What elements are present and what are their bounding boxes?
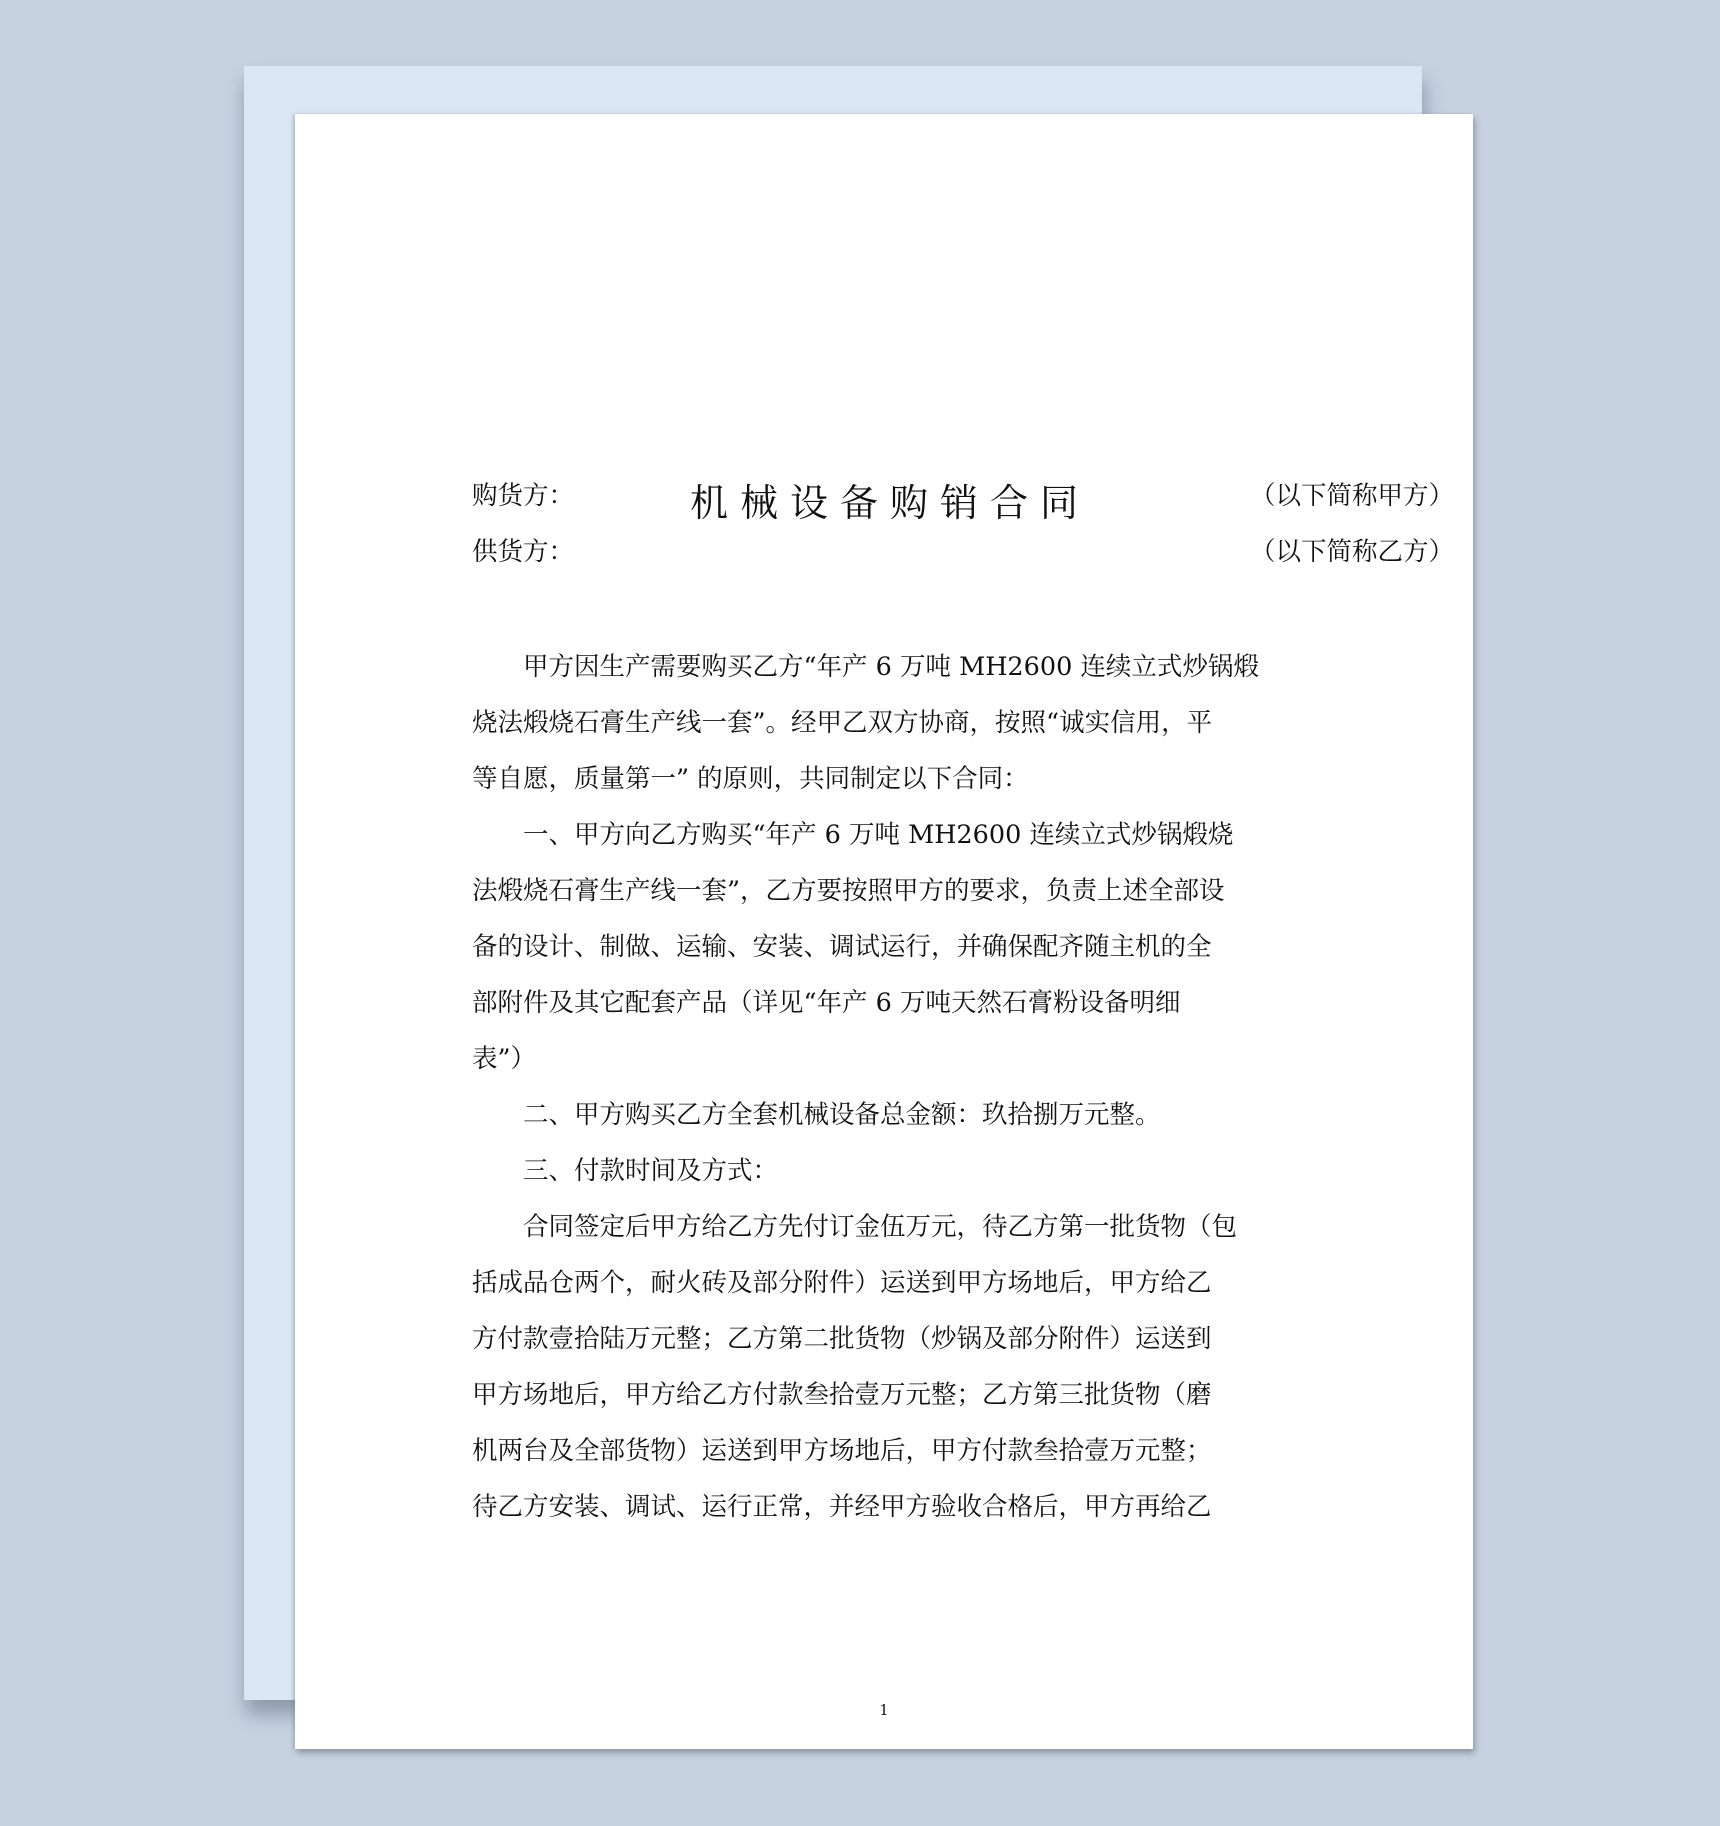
body-line: 一、甲方向乙方购买“年产 6 万吨 MH2600 连续立式炒锅煅烧 bbox=[472, 820, 1234, 850]
body-line: 二、甲方购买乙方全套机械设备总金额：玖拾捌万元整。 bbox=[472, 1100, 1161, 1130]
document-page bbox=[295, 114, 1473, 1749]
body-line: 等自愿，质量第一” 的原则，共同制定以下合同： bbox=[472, 764, 1029, 794]
document-title: 机械设备购销合同 bbox=[689, 481, 1090, 525]
body-line: 方付款壹拾陆万元整；乙方第二批货物（炒锅及部分附件）运送到 bbox=[472, 1324, 1212, 1354]
party-supplier-abbrev: （以下简称乙方） bbox=[1250, 537, 1455, 567]
body-line: 表”） bbox=[472, 1044, 537, 1074]
party-supplier-label: 供货方： bbox=[472, 537, 575, 567]
body-line: 备的设计、制做、运输、安装、调试运行，并确保配齐随主机的全 bbox=[472, 932, 1212, 962]
body-line: 部附件及其它配套产品（详见“年产 6 万吨天然石膏粉设备明细 bbox=[472, 988, 1181, 1018]
body-line: 机两台及全部货物）运送到甲方场地后，甲方付款叁拾壹万元整； bbox=[472, 1436, 1212, 1466]
body-line: 甲方因生产需要购买乙方“年产 6 万吨 MH2600 连续立式炒锅煅 bbox=[472, 652, 1259, 682]
body-line: 三、付款时间及方式： bbox=[472, 1156, 779, 1186]
party-buyer-abbrev: （以下简称甲方） bbox=[1250, 481, 1455, 511]
body-line: 甲方场地后，甲方给乙方付款叁拾壹万元整；乙方第三批货物（磨 bbox=[472, 1380, 1212, 1410]
party-buyer-label: 购货方： bbox=[472, 481, 575, 511]
body-line: 合同签定后甲方给乙方先付订金伍万元，待乙方第一批货物（包 bbox=[472, 1212, 1238, 1242]
body-line: 法煅烧石膏生产线一套”，乙方要按照甲方的要求，负责上述全部设 bbox=[472, 876, 1225, 906]
party-supplier bbox=[472, 536, 1455, 568]
body-line: 烧法煅烧石膏生产线一套”。经甲乙双方协商，按照“诚实信用，平 bbox=[472, 708, 1213, 738]
body-line: 括成品仓两个，耐火砖及部分附件）运送到甲方场地后，甲方给乙 bbox=[472, 1268, 1212, 1298]
party-buyer bbox=[472, 480, 1455, 512]
page-number: 1 bbox=[879, 1701, 889, 1719]
body-line: 待乙方安装、调试、运行正常，并经甲方验收合格后，甲方再给乙 bbox=[472, 1492, 1212, 1522]
